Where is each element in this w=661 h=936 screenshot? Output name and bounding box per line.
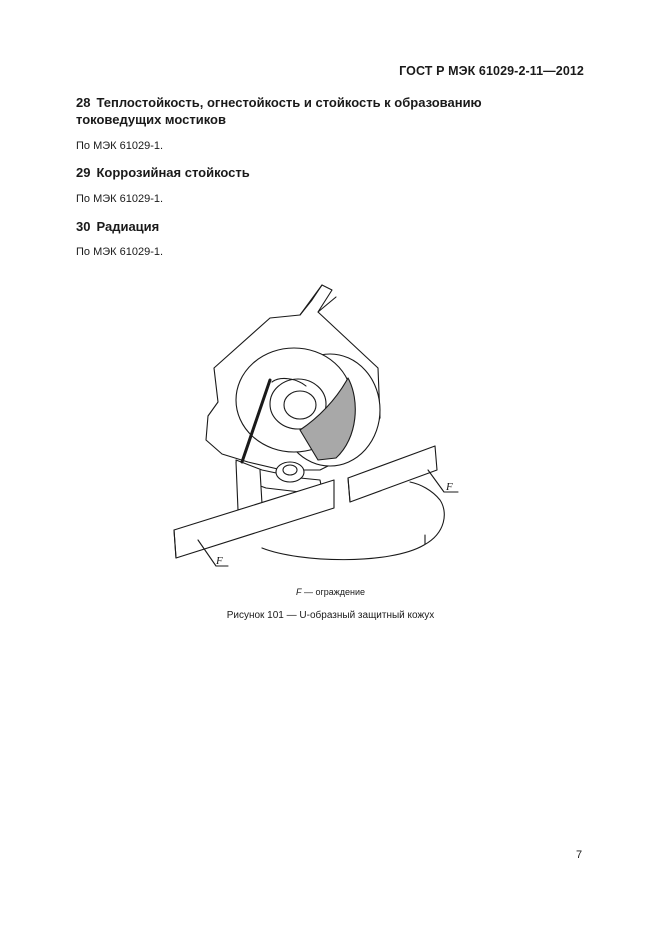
figure-legend bbox=[0, 587, 661, 597]
label-f-right: F bbox=[446, 481, 453, 493]
legend-symbol: F bbox=[295, 587, 302, 597]
section-heading-28 bbox=[76, 94, 546, 128]
blade-arbor-inner bbox=[284, 391, 316, 419]
section-heading-30 bbox=[76, 218, 159, 235]
section-heading-29 bbox=[76, 164, 250, 181]
page-number: 7 bbox=[576, 849, 583, 861]
section-number: 28 bbox=[76, 95, 91, 110]
section-title-text: Теплостойкость, огнестойкость и стойкость к образованию токоведущих мостиков bbox=[76, 95, 482, 127]
legend-text: — ограждение bbox=[301, 587, 366, 597]
figure-caption: Рисунок 101 — U-образный защитный кожух bbox=[226, 610, 435, 621]
label-f-left: F bbox=[216, 555, 223, 567]
document-id: ГОСТ Р МЭК 61029-2-11—2012 bbox=[399, 64, 584, 78]
leader-line-right bbox=[428, 470, 458, 492]
section-text-29: По МЭК 61029-1. bbox=[76, 193, 164, 205]
section-title-text: Радиация bbox=[96, 219, 160, 234]
section-title-text: Коррозийная стойкость bbox=[96, 165, 250, 180]
section-number: 29 bbox=[76, 165, 91, 180]
section-text-30: По МЭК 61029-1. bbox=[76, 246, 164, 258]
miter-saw-illustration bbox=[160, 278, 500, 578]
section-number: 30 bbox=[76, 219, 91, 234]
section-text-28: По МЭК 61029-1. bbox=[76, 140, 164, 152]
